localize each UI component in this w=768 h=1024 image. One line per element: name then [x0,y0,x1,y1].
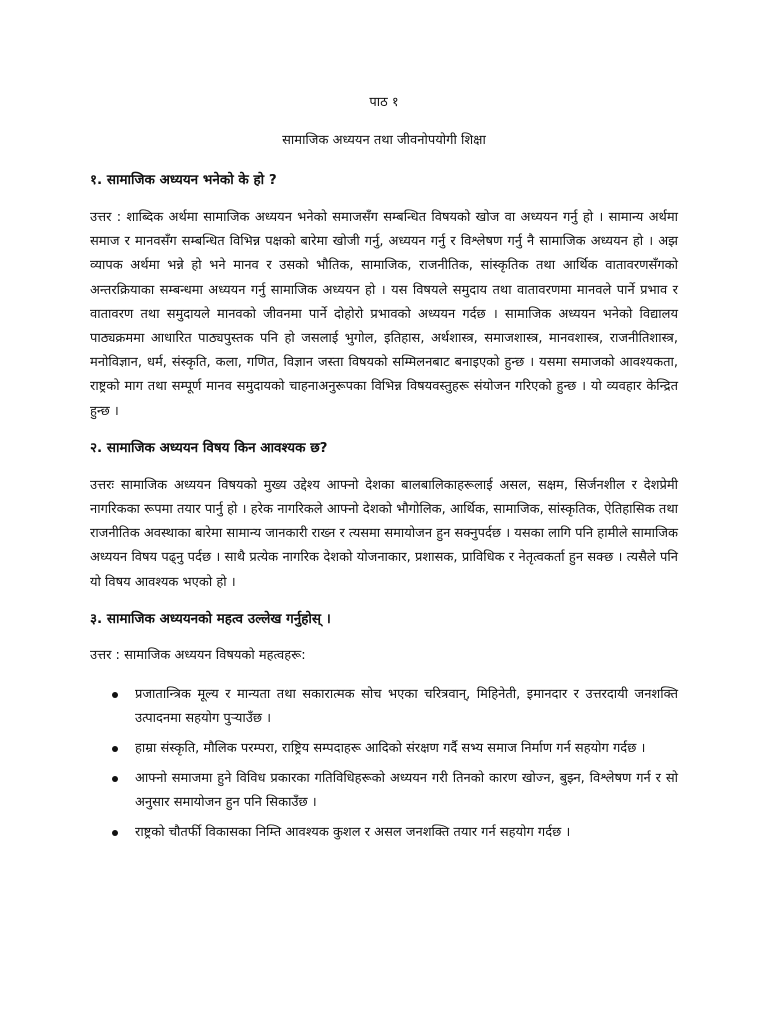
importance-list [90,683,678,845]
bullet-icon [112,692,118,698]
answer-paragraph-2: उत्तरः सामाजिक अध्ययन विषयको मुख्य उद्देश्य आफ्नो देशका बालबालिकाहरूलाई असल, सक्षम, सिर्जनशील र देशप्रेमी नागरिकका रूपमा तयार पार्नु हो । हरेक नागरिकले आफ्नो देशको भौगोलिक, आर्थिक, सामाजिक, सांस्कृतिक, ऐतिहासिक तथा राजनीतिक अवस्थाका बारेमा सामान्य जानकारी राख्न र त्यसमा समायोजन हुन सक्नुपर्दछ । यसका लागि पनि हामीले सामाजिक अध्ययन विषय पढ्नु पर्दछ । साथै प्रत्येक नागरिक देशको योजनाकार, प्रशासक, प्राविधिक र नेतृत्वकर्ता हुन सक्छ । त्यसैले पनि यो विषय आवश्यक भएको हो । [90,477,678,590]
page-title: सामाजिक अध्ययन तथा जीवनोपयोगी शिक्षा [282,133,486,148]
list-item [110,767,678,815]
list-item [110,821,678,845]
section-3 [90,609,678,845]
bullet-icon [112,830,118,836]
list-item [110,683,678,731]
answer-paragraph-1: उत्तर : शाब्दिक अर्थमा सामाजिक अध्ययन भनेको समाजसँग सम्बन्धित विषयको खोज वा अध्ययन गर्नु हो । सामान्य अर्थमा समाज र मानवसँग सम्बन्धित विभिन्न पक्षको बारेमा खोजी गर्नु, अध्ययन गर्नु र विश्लेषण गर्नु नै सामाजिक अध्ययन हो । अझ व्यापक अर्थमा भन्ने हो भने मानव र उसको भौतिक, सामाजिक, राजनीतिक, सांस्कृतिक तथा आर्थिक वातावरणसँगको अन्तरक्रियाका सम्बन्धमा अध्ययन गर्नु सामाजिक अध्ययन हो । यस विषयले समुदाय तथा वातावरणमा मानवले पार्ने प्रभाव र वातावरण तथा समुदायले मानवको जीवनमा पार्ने दोहोरो प्रभावको अध्ययन गर्दछ । सामाजिक अध्ययन भनेको विद्यालय पाठ्यक्रममा आधारित पाठ्यपुस्तक पनि हो जसलाई भुगोल, इतिहास, अर्थशास्त्र, समाजशास्त्र, मानवशास्त्र, राजनीतिशास्त्र, मनोविज्ञान, धर्म, संस्कृति, कला, गणित, विज्ञान जस्ता विषयको सम्मिलनबाट बनाइएको हुन्छ । यसमा समाजको आवश्यकता, राष्ट्रको माग तथा सम्पूर्ण मानव समुदायको चाहनाअनुरूपका विभिन्न विषयवस्तुहरू संयोजन गरिएको हुन्छ । यो व्यवहार केन्द्रित हुन्छ । [90,210,678,419]
bullet-icon [112,746,118,752]
list-item-text: आफ्नो समाजमा हुने विविध प्रकारका गतिविधिहरूको अध्ययन गरी तिनको कारण खोज्न, बुझ्न, विश्लेषण गर्न र सो अनुसार समायोजन हुन पनि सिकाउँछ । [135,770,678,810]
chapter-number: पाठ १ [369,95,399,110]
question-heading-3: ३. सामाजिक अध्ययनको महत्व उल्लेख गर्नुहोस् । [90,610,331,627]
answer-lead-3: उत्तर : सामाजिक अध्ययन विषयको महत्वहरू: [90,647,306,663]
section-2 [90,438,678,595]
list-item [110,737,678,761]
list-item-text: प्रजातान्त्रिक मूल्य र मान्यता तथा सकारात्मक सोच भएका चरित्रवान्, मिहिनेती, इमानदार र उत्तरदायी जनशक्ति उत्पादनमा सहयोग पुऱ्याउँछ । [135,686,678,726]
list-item-text: राष्ट्रको चौतर्फी विकासका निम्ति आवश्यक कुशल र असल जनशक्ति तयार गर्न सहयोग गर्दछ । [135,824,571,840]
question-heading-1: १. सामाजिक अध्ययन भनेको के हो ? [90,172,277,188]
bullet-icon [112,776,118,782]
list-item-text: हाम्रा संस्कृति, मौलिक परम्परा, राष्ट्रिय सम्पदाहरू आदिको संरक्षण गर्दै सभ्य समाज निर्माण गर्न सहयोग गर्दछ । [135,740,646,756]
section-1 [90,170,678,424]
question-heading-2: २. सामाजिक अध्ययन विषय किन आवश्यक छ? [90,439,328,456]
